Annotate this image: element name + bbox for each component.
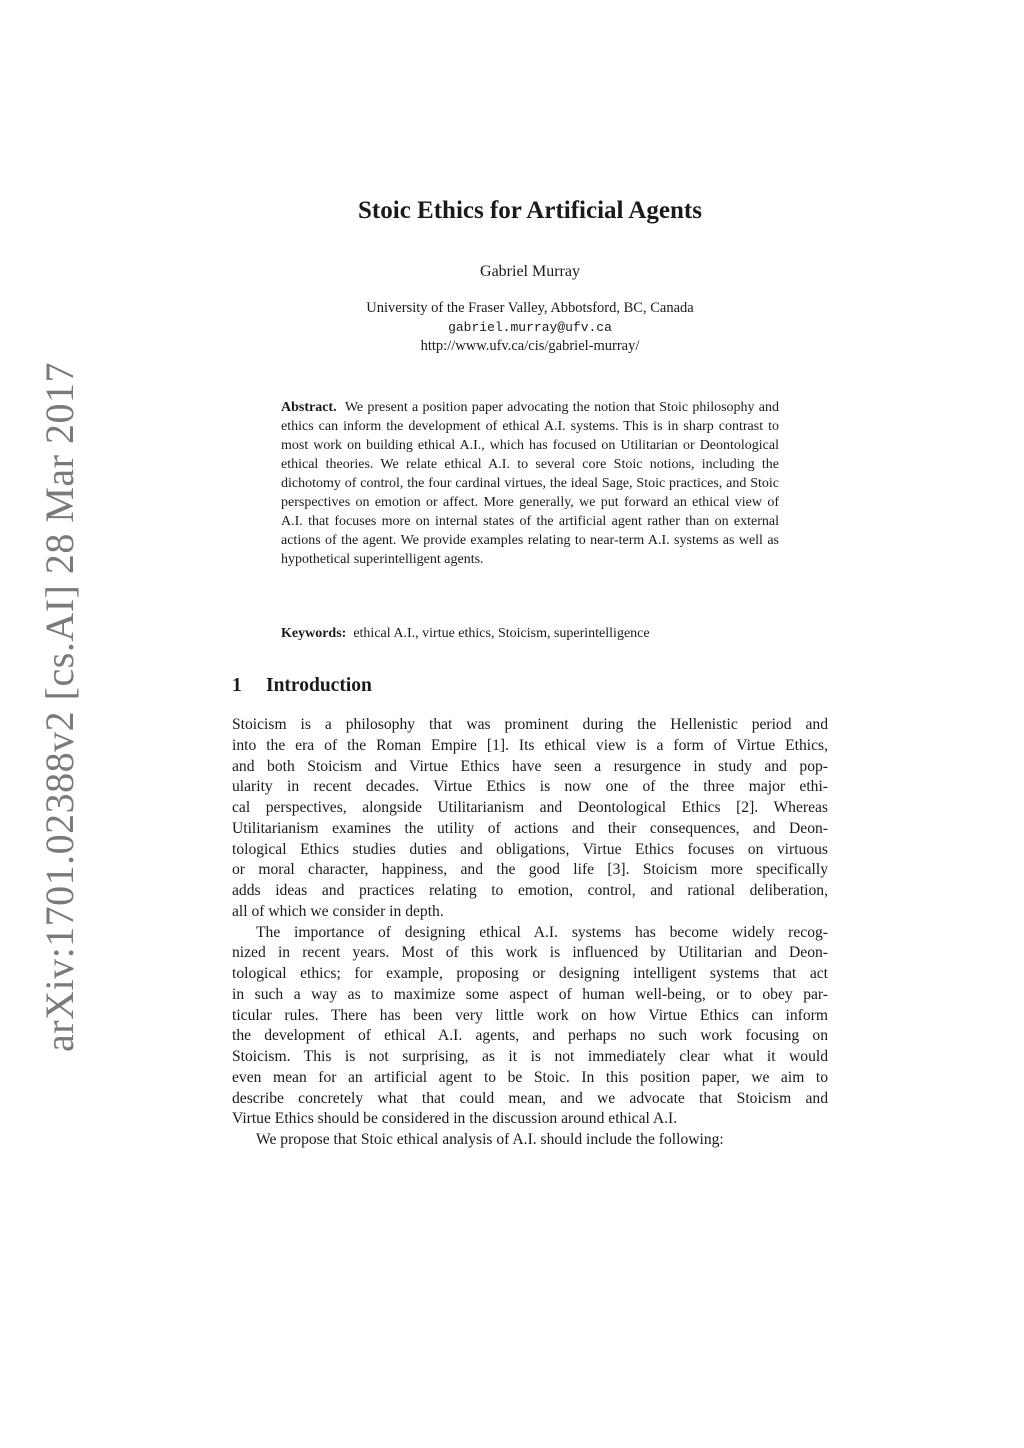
author-email[interactable]: gabriel.murray@ufv.ca <box>448 320 612 335</box>
body-line: ticular rules. There has been very little work on how Virtue Ethics can inform <box>232 1006 828 1024</box>
affiliation-institution: University of the Fraser Valley, Abbotsford, BC, Canada <box>366 300 694 316</box>
section-heading-introduction <box>232 673 372 699</box>
author-homepage-url[interactable]: http://www.ufv.ca/cis/gabriel-murray/ <box>420 338 640 354</box>
body-line: describe concretely what that could mean, and we advocate that Stoicism and <box>232 1089 828 1107</box>
abstract-text: We present a position paper advocating the notion that Stoic philosophy and ethics can inform the development of ethical A.I. systems. This is in sharp contrast to most work on building ethical A.I., which has focused on Utilitarian or Deontological ethical theories. We relate ethical A.I. to several core Stoic notions, including the dichotomy of control, the four cardinal virtues, the ideal Sage, Stoic practices, and Stoic perspectives on emotion or affect. More generally, we put forward an ethical view of A.I. that focuses more on internal states of the artificial agent rather than on external actions of the agent. We provide examples relating to near-term A.I. systems as well as hypothetical superintelligent agents. <box>281 400 779 567</box>
paper-title: Stoic Ethics for Artificial Agents <box>358 197 702 224</box>
body-line: Stoicism. This is not surprising, as it is not immediately clear what it would <box>232 1048 828 1065</box>
body-line: cal perspectives, alongside Utilitarianism and Deontological Ethics [2]. Whereas <box>232 799 828 816</box>
body-line: or moral character, happiness, and the good life [3]. Stoicism more specifically <box>232 861 828 879</box>
body-line: Virtue Ethics should be considered in the discussion around ethical A.I. <box>232 1110 678 1128</box>
body-line: tological ethics; for example, proposing or designing intelligent systems that act <box>232 965 828 982</box>
body-line: tological Ethics studies duties and obligations, Virtue Ethics focuses on virtuous <box>232 840 828 858</box>
body-line: all of which we consider in depth. <box>232 902 444 920</box>
section-number: 1 <box>232 675 242 696</box>
body-line: Stoicism is a philosophy that was prominent during the Hellenistic period and <box>232 716 828 733</box>
arxiv-identifier-stamp: arXiv:1701.02388v2 [cs.AI] 28 Mar 2017 <box>37 362 82 1052</box>
keywords-label: Keywords: <box>281 626 347 641</box>
keywords-text: ethical A.I., virtue ethics, Stoicism, superintelligence <box>353 626 650 641</box>
abstract <box>281 398 779 569</box>
author-name: Gabriel Murray <box>480 263 580 280</box>
body-line: adds ideas and practices relating to emotion, control, and rational deliberation, <box>232 882 828 899</box>
body-line: ularity in recent decades. Virtue Ethics is now one of the three major ethi- <box>232 778 828 796</box>
body-line: in such a way as to maximize some aspect of human well-being, or to obey par- <box>232 985 828 1003</box>
body-line: nized in recent years. Most of this work is influenced by Utilitarian and Deon- <box>232 944 828 962</box>
introduction-body <box>232 715 828 1151</box>
body-line: into the era of the Roman Empire [1]. Its ethical view is a form of Virtue Ethics, <box>232 736 828 754</box>
body-line: the development of ethical A.I. agents, and perhaps no such work focusing on <box>232 1027 828 1045</box>
affiliation-block <box>232 299 828 356</box>
body-line: We propose that Stoic ethical analysis of A.I. should include the following: <box>256 1131 724 1148</box>
keywords <box>281 624 779 643</box>
body-line: even mean for an artificial agent to be Stoic. In this position paper, we aim to <box>232 1068 828 1086</box>
section-title: Introduction <box>266 675 372 696</box>
abstract-label: Abstract. <box>281 400 337 415</box>
body-line: The importance of designing ethical A.I. systems has become widely recog- <box>256 923 828 941</box>
body-line: and both Stoicism and Virtue Ethics have seen a resurgence in study and pop- <box>232 757 828 775</box>
body-line: Utilitarianism examines the utility of actions and their consequences, and Deon- <box>232 819 828 837</box>
